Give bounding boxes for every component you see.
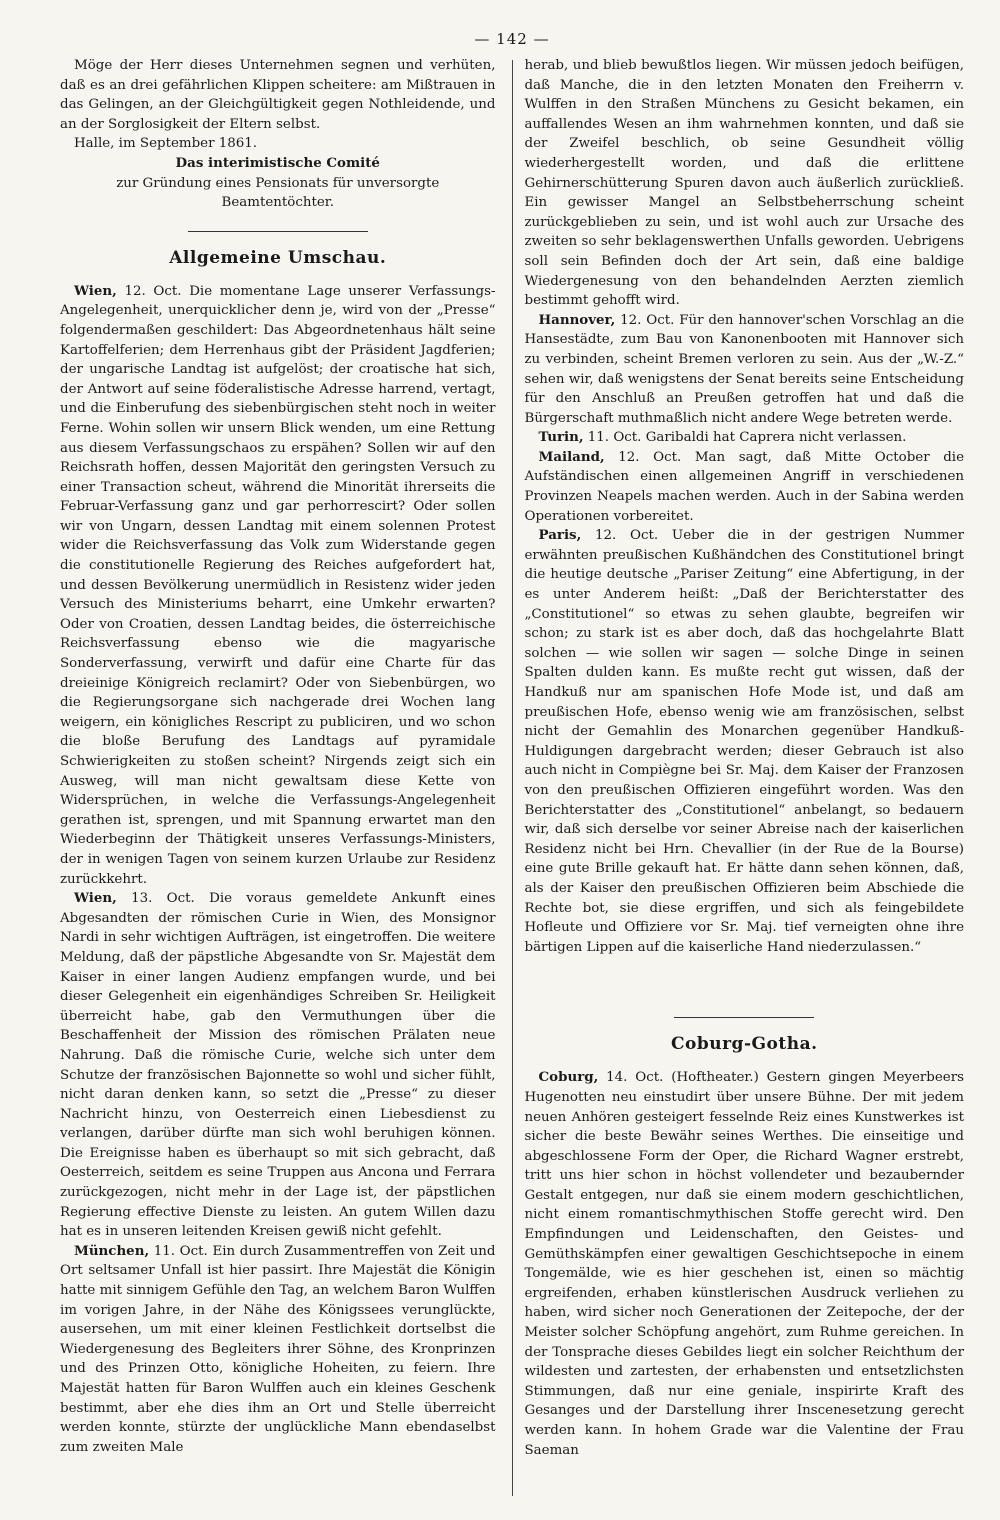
article-location: Coburg, [538, 1069, 599, 1086]
right-column [519, 56, 965, 1496]
article-hannover [525, 311, 965, 429]
article-wien-12 [60, 282, 496, 889]
article-location: Turin, [538, 429, 584, 446]
article-text: 14. Oct. (Hoftheater.) Gestern gingen Meyerbeers Hugenotten neu einstudirt über unsere Bühne. Der mit jedem neuen Anhören gesteigert fesselnde Reiz eines Kunstwerkes ist sicher die beste Bewähr seines Werthes. Die einseitige und abgeschlossene Form der Oper, die Richard Wagner erstrebt, tritt uns hier schon in höchst vollendeter und bezaubernder Gestalt entgegen, nur daß sie einem modern geschichtlichen, nicht einem romantischmythischen Stoffe gerecht wird. Den Empfindungen und Leidenschaften, den Geistes- und Gemüthskämpfen einer gewaltigen Geschichtsepoche in einem Tongemälde, wie es hier geschehen ist, einen so mächtig ergreifenden, erhaben künstlerischen Ausdruck verliehen zu haben, wird sicher noch Generationen der Zeitepoche, der der Meister solcher Schöpfung angehört, zum Ruhme gereichen. In der Tonsprache dieses Gebildes liegt ein solcher Reichthum der wildesten und zartesten, der erhabensten und entsetzlichsten Stimmungen, daß nur eine geniale, inspirirte Kraft des Gesanges und der Darstellung ihrer Inscenesetzung gerecht werden kann. In hohem Grade war die Valentine der Frau Saeman [524, 1070, 964, 1458]
signature-line: zur Gründung eines Pensionats für unversorgte [116, 175, 440, 191]
article-text: 12. Oct. Ueber die in der gestrigen Nummer erwähnten preußischen Kußhändchen des Constitutionel bringt die heutige deutsche „Pariser Zeitung“ eine Abfertigung, in der es unter Anderem heißt: „Daß der Berichterstatter des „Constitutionel“ so etwas zu sehen glaubte, begreifen wir schon; zu stark ist es aber doch, daß das hochgelahrte Blatt solchen — wie sollen wir sagen — solche Dinge in seinen Spalten dulden kann. Es mußte recht gut wissen, daß der Handkuß nur am spanischen Hofe Mode ist, und daß am preußischen Hofe, ebenso wenig wie am französischen, selbst nicht der Gemahlin des Monarchen gegenüber Handkuß-Huldigungen dargebracht werden; dieser Gebrauch ist also auch nicht in Compiègne bei Sr. Maj. dem Kaiser der Franzosen von den preußischen Offizieren eingeführt worden. Was den Berichterstatter des „Constitutionel“ anbelangt, so bedauern wir, daß sich derselbe vor seiner Abreise nach der kaiserlichen Residenz nicht bei Hrn. Chevallier (in der Rue de la Bourse) eine gute Brille gekauft hat. Er hätte dann sehen können, daß, als der Kaiser den preußischen Offizieren beim Abschiede die Rechte bot, sie diese ergriffen, und sich als feingebildete Hofleute und Offiziere vor Sr. Maj. tief verneigten ohne ihre bärtigen Lippen auf die kaiserliche Hand niederzulassen.“ [524, 528, 964, 955]
article-text: 11. Oct. Ein durch Zusammentreffen von Zeit und Ort seltsamer Unfall ist hier passirt. Ihre Majestät die Königin hatte mit sinnigem Gefühle den Tag, an welchem Baron Wulffen im vorigen Jahre, in der Nähe des Königssees verunglückte, ausersehen, um mit einer kleinen Festlichkeit dortselbst die Wiedergenesung des Begleiters ihrer Söhne, des Kronprinzen und des Prinzen Otto, königliche Hoheiten, zu feiern. Ihre Majestät hatten für Baron Wulffen auch ein kleines Geschenk bestimmt, aber ehe dies ihm an Ort und Stelle überreicht werden konnte, stürzte der unglückliche Mann ebendaselbst zum zweiten Male [60, 1243, 496, 1455]
article-turin [525, 428, 965, 448]
article-location: Mailand, [538, 448, 605, 465]
article-location: Paris, [538, 527, 582, 544]
page-number: — 142 — [474, 30, 550, 48]
signature-line: Beamtentöchter. [221, 195, 334, 211]
article-text: 13. Oct. Die voraus gemeldete Ankunft eines Abgesandten der römischen Curie in Wien, des Monsignor Nardi in sehr wichtigen Aufträgen, ist eingetroffen. Die weitere Meldung, daß der päpstliche Abgesandte von Sr. Majestät dem Kaiser in einer langen Audienz empfangen wurde, und bei dieser Gelegenheit ein eigenhändiges Schreiben Sr. Heiligkeit überreicht habe, gab den Vermuthungen über die Beschaffenheit der Mission des römischen Prälaten neue Nahrung. Daß die römische Curie, welche sich unter dem Schutze der französischen Bajonnette so wohl und sicher fühlt, nicht daran denken kann, so setzt die „Presse“ zu dieser Nachricht hinzu, von Oesterreich einen Liebesdienst zu verlangen, darüber dürfte man sich wohl beruhigen können. Die Ereignisse haben es überhaupt so mit sich gebracht, daß Oesterreich, seitdem es seine Truppen aus Ancona und Ferrara zurückgezogen, nicht mehr in der Lage ist, der päpstlichen Regierung effective Dienste zu leisten. An gutem Willen dazu hat es in unseren leitenden Kreisen gewiß nicht gefehlt. [60, 891, 496, 1240]
article-text: 12. Oct. Man sagt, daß Mitte October die Aufständischen einen allgemeinen Angriff in verschiedenen Provinzen Neapels machen werden. Auch in der Sabina werden Operationen vorbereitet. [524, 449, 964, 524]
article-location: Wien, [74, 282, 117, 299]
section-heading-coburg-gotha: Coburg-Gotha. [670, 1034, 818, 1055]
article-text: 12. Oct. Die momentane Lage unserer Verfassungs-Angelegenheit, unerquicklicher denn je, wird von der „Presse“ folgendermaßen geschildert: Das Abgeordnetenhaus hält seine Kartoffelferien; dem Herrenhaus gibt der Präsident Jagdferien; der ungarische Landtag ist aufgelöst; der croatische hat sich, der Antwort auf seine föderalistische Adresse harrend, vertagt, und die Einberufung des siebenbürgischen steht noch in weiter Ferne. Wohin sollen wir unsern Blick wenden, um eine Rettung aus diesem Verfassungschaos zu erspähen? Sollen wir auf den Reichsrath hoffen, dessen Majorität den geringsten Versuch zu einer Transaction scheut, während die Minorität ihrerseits die Februar-Verfassung ganz und gar perhorrescirt? Oder sollen wir von Ungarn, dessen Landtag mit einem solennen Protest wider die Reichsverfassung das Volk zum Widerstande gegen die constitutionelle Regierung des Reiches aufgefordert hat, und dessen Bevölkerung unermüdlich in Resistenz wider jeden Versuch des Ministeriums beharrt, eine Umkehr erwarten? Oder von Croatien, dessen Landtag beides, die österreichische Reichsverfassung ebenso wie die magyarische Sonderverfassung, verwirft und dafür eine Charte für das dreieinige Königreich reclamirt? Oder von Siebenbürgen, wo die Regierungsorgane sich nachgerade drei Wochen lang weigern, ein königliches Rescript zu publiciren, und wo schon die bloße Berufung des Landtags auf pyramidale Schwierigkeiten zu stoßen scheint? Nirgends zeigt sich ein Ausweg, will man nicht gewaltsam diese Kette von Widersprüchen, in welche die Verfassungs-Angelegenheit gerathen ist, sprengen, und mit Spannung erwartet man den Wiederbeginn der Thätigkeit unseres Verfassungs-Ministers, der in wenigen Tagen von seinem kurzen Urlaube zur Residenz zurückkehrt. [60, 283, 496, 887]
column-rule [512, 60, 513, 1496]
intro-paragraph: Möge der Herr dieses Unternehmen segnen und verhüten, daß es an drei gefährlichen Klippen scheitere: am Mißtrauen in das Gelingen, an der Gleichgültigkeit gegen Nothleidende, und an der Sorglosigkeit der Eltern selbst. [60, 58, 496, 132]
article-coburg [525, 1068, 965, 1460]
article-paris [525, 526, 965, 957]
section-divider [188, 231, 368, 232]
article-wien-13 [60, 889, 496, 1242]
article-continuation: herab, und blieb bewußtlos liegen. Wir müssen jedoch beifügen, daß Manche, die in den letzten Monaten den Freiherrn v. Wulffen in den Straßen Münchens zu Gesicht bekamen, ein auffallendes Wesen an ihm wahrnehmen konnten, und daß sie der Zweifel beschlich, ob seine Gesundheit völlig wiederhergestellt worden, und daß die erlittene Gehirnerschütterung Spuren davon auch äußerlich zurückließ. Ein gewisser Mangel an Selbstbeherrschung scheint zurückgeblieben zu sein, und ist wohl auch zur Ursache des zweiten so sehr beklagenswerthen Unfalls geworden. Uebrigens soll sein Befinden doch der Art sein, daß eine baldige Wiedergenesung von den behandelnden Aerzten ziemlich bestimmt gehofft wird. [524, 58, 964, 309]
left-column [60, 56, 506, 1496]
article-text: 11. Oct. Garibaldi hat Caprera nicht verlassen. [583, 430, 907, 446]
dateline: Halle, im September 1861. [74, 136, 258, 152]
section-heading-allgemeine-umschau: Allgemeine Umschau. [169, 247, 387, 268]
article-muenchen [60, 1242, 496, 1458]
article-mailand [525, 448, 965, 526]
section-divider [674, 1017, 814, 1018]
article-location: Wien, [74, 890, 117, 907]
signature-title: Das interimistische Comité [175, 154, 380, 171]
article-location: München, [74, 1242, 150, 1259]
article-text: 12. Oct. Für den hannover'schen Vorschlag an die Hansestädte, zum Bau von Kanonenbooten mit Hannover sich zu verbinden, scheint Bremen verloren zu sein. Aus der „W.-Z.“ sehen wir, daß wenigstens der Senat bereits seine Entscheidung für den Anschluß an Preußen getroffen hat und daß die Bürgerschaft muthmaßlich nicht andere Wege betreten werde. [524, 312, 964, 426]
article-location: Hannover, [538, 311, 616, 328]
columns [60, 56, 964, 1496]
